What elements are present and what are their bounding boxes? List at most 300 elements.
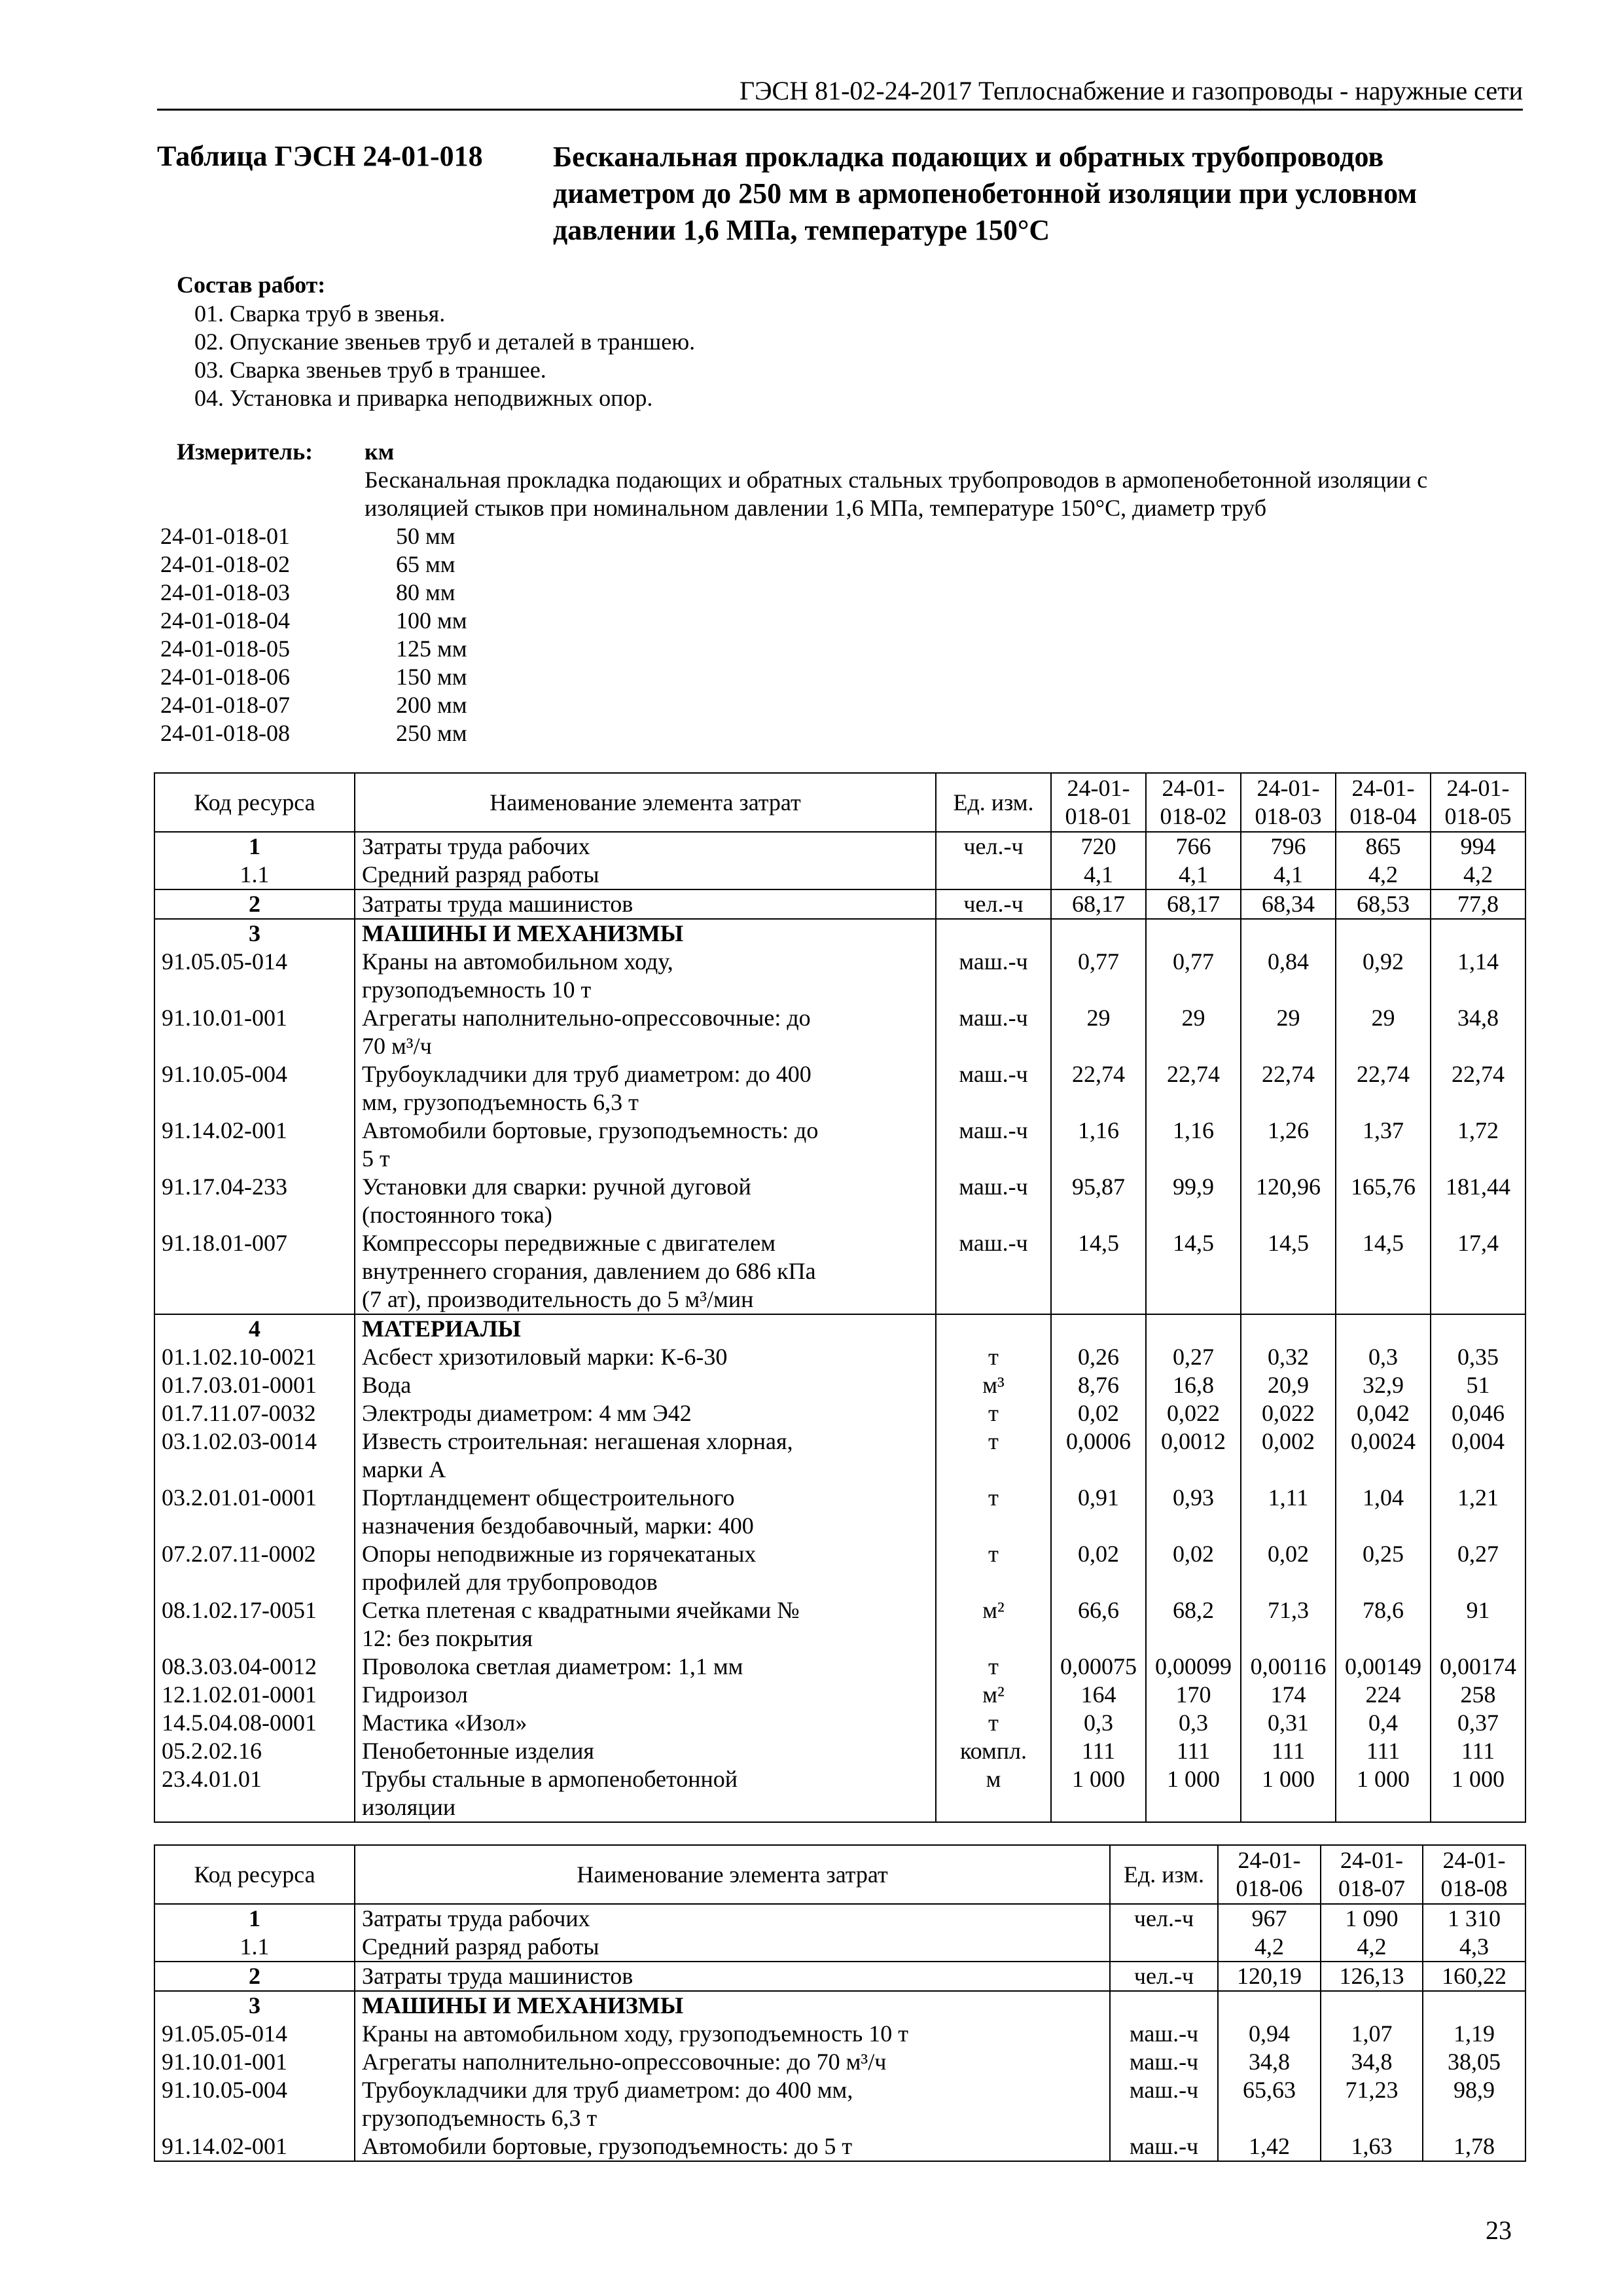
value-cell: 0,25 [1336,1540,1431,1596]
variant-code: 24-01-018-05 [160,636,290,662]
value-cell: 1,16 [1146,1117,1241,1173]
value-cell: 0,26 [1051,1343,1146,1371]
value-cell: 1 000 [1336,1765,1431,1822]
cost-element-name-cell [355,1653,936,1681]
table-row [154,1484,1525,1540]
cost-element-name-cell [355,1933,1110,1962]
table-row [154,1371,1525,1399]
cost-element-name-cell [355,1343,936,1371]
table-row [154,889,1525,919]
value-cell: 1,04 [1336,1484,1431,1540]
name-line: Агрегаты наполнительно-опрессовочные: до [362,1005,811,1031]
variant-diameter: 150 мм [396,664,467,690]
value-cell: 1,19 [1423,2020,1525,2048]
resource-code-cell: 14.5.04.08-0001 [154,1709,355,1737]
variant-code: 24-01-018-08 [160,720,290,746]
name-line: Портландцемент общестроительного [362,1484,735,1511]
value-cell: 95,87 [1051,1173,1146,1229]
name-line: Электроды диаметром: 4 мм Э42 [362,1400,692,1426]
variant-item [160,691,467,719]
variant-diameter: 80 мм [396,579,455,605]
value-cell [1051,1314,1146,1343]
header-unit: Ед. изм. [1110,1845,1218,1904]
name-line: Мастика «Изол» [362,1710,527,1736]
resource-code-cell: 1.1 [154,861,355,889]
running-head: ГЭСН 81-02-24-2017 Теплоснабжение и газопроводы - наружные сети [740,76,1523,105]
unit-cell: компл. [936,1737,1051,1765]
value-cell: 126,13 [1321,1962,1423,1991]
resource-code-cell: 08.3.03.04-0012 [154,1653,355,1681]
table-row [154,1737,1525,1765]
work-item: 01. Сварка труб в звенья. [194,300,446,327]
table-row [154,1933,1525,1962]
table-row [154,1427,1525,1484]
cost-element-name-cell [355,1399,936,1427]
name-line: Опоры неподвижные из горячекатаных [362,1541,757,1567]
unit-cell: чел.-ч [1110,1962,1218,1991]
header-variant-code: 24-01- 018-02 [1146,773,1241,832]
variant-item [160,719,467,747]
variant-code: 24-01-018-03 [160,579,290,605]
unit-cell: маш.-ч [936,1229,1051,1314]
value-cell: 4,1 [1146,861,1241,889]
unit-cell [1110,1933,1218,1962]
value-cell: 1,14 [1431,948,1525,1004]
value-cell: 51 [1431,1371,1525,1399]
resource-code-cell: 08.1.02.17-0051 [154,1596,355,1653]
name-line: Трубы стальные в армопенобетонной [362,1766,738,1792]
header-resource-code: Код ресурса [154,773,355,832]
value-cell: 22,74 [1336,1060,1431,1117]
name-line: Затраты труда машинистов [362,891,633,917]
value-cell: 4,2 [1218,1933,1321,1962]
work-item: 04. Установка и приварка неподвижных опор. [194,385,653,411]
table-title-line: давлении 1,6 МПа, температуре 150°С [553,214,1050,246]
resource-code-cell: 91.05.05-014 [154,2020,355,2048]
cost-element-name-cell [355,1962,1110,1991]
value-cell: 170 [1146,1681,1241,1709]
value-cell [1321,1991,1423,2020]
name-line: Сетка плетеная с квадратными ячейками № [362,1597,800,1623]
value-cell: 29 [1241,1004,1336,1060]
value-cell: 160,22 [1423,1962,1525,1991]
table-row [154,1004,1525,1060]
table-row [154,1399,1525,1427]
value-cell: 14,5 [1146,1229,1241,1314]
value-cell: 1,21 [1431,1484,1525,1540]
unit-cell: т [936,1343,1051,1371]
value-cell: 65,63 [1218,2076,1321,2132]
value-cell: 0,004 [1431,1427,1525,1484]
value-cell: 4,1 [1241,861,1336,889]
header-rule [157,109,1523,111]
value-cell: 4,2 [1321,1933,1423,1962]
unit-cell: м² [936,1596,1051,1653]
header-variant-code: 24-01- 018-06 [1218,1845,1321,1904]
value-cell: 1 000 [1241,1765,1336,1822]
table-row [154,1681,1525,1709]
value-cell: 1,78 [1423,2132,1525,2161]
value-cell: 71,3 [1241,1596,1336,1653]
value-cell: 68,53 [1336,889,1431,919]
name-line: Вода [362,1372,412,1398]
table-title [553,139,1515,249]
value-cell: 1,07 [1321,2020,1423,2048]
resource-code-cell: 2 [154,889,355,919]
unit-cell: т [936,1399,1051,1427]
variant-code: 24-01-018-07 [160,692,290,718]
name-line: Автомобили бортовые, грузоподъемность: до 5 т [362,2133,853,2159]
unit-cell: маш.-ч [936,948,1051,1004]
name-line: грузоподъемность 10 т [362,977,592,1003]
name-line: внутреннего сгорания, давлением до 686 кПа [362,1258,816,1284]
name-line: назначения бездобавочный, марки: 400 [362,1513,754,1539]
value-cell: 0,02 [1051,1399,1146,1427]
value-cell: 1,11 [1241,1484,1336,1540]
resource-code-cell: 1.1 [154,1933,355,1962]
unit-cell: маш.-ч [1110,2076,1218,2132]
resource-code-cell: 3 [154,919,355,948]
value-cell: 0,31 [1241,1709,1336,1737]
cost-element-name-cell [355,948,936,1004]
value-cell: 68,17 [1146,889,1241,919]
name-line: Известь строительная: негашеная хлорная, [362,1428,793,1454]
value-cell: 766 [1146,832,1241,861]
value-cell: 0,00099 [1146,1653,1241,1681]
resource-code-cell: 91.14.02-001 [154,2132,355,2161]
table-row [154,2132,1525,2161]
variant-diameter: 250 мм [396,720,467,746]
value-cell: 1,37 [1336,1117,1431,1173]
value-cell [1241,919,1336,948]
resource-code-cell: 91.05.05-014 [154,948,355,1004]
variant-diameter: 100 мм [396,607,467,634]
cost-element-name-cell [355,2048,1110,2076]
resource-code-cell: 03.2.01.01-0001 [154,1484,355,1540]
section-row [154,1314,1525,1343]
name-line: МАШИНЫ И МЕХАНИЗМЫ [362,920,684,946]
variant-code: 24-01-018-06 [160,664,290,690]
resource-table-2 [154,1844,1526,2162]
name-line: Пенобетонные изделия [362,1738,594,1764]
value-cell: 0,02 [1051,1540,1146,1596]
value-cell [1051,919,1146,948]
meter-unit: км [365,439,395,465]
value-cell: 0,022 [1241,1399,1336,1427]
value-cell: 0,91 [1051,1484,1146,1540]
name-line: 12: без покрытия [362,1625,533,1651]
name-line: МАТЕРИАЛЫ [362,1316,521,1342]
value-cell: 34,8 [1218,2048,1321,2076]
table-row [154,1117,1525,1173]
resource-code-cell: 2 [154,1962,355,1991]
value-cell: 258 [1431,1681,1525,1709]
unit-cell: м [936,1765,1051,1822]
value-cell: 29 [1146,1004,1241,1060]
header-unit: Ед. изм. [936,773,1051,832]
value-cell: 1,42 [1218,2132,1321,2161]
name-line: Компрессоры передвижные с двигателем [362,1230,776,1256]
unit-cell: маш.-ч [936,1117,1051,1173]
header-resource-code: Код ресурса [154,1845,355,1904]
work-composition-list [194,300,695,412]
unit-cell [936,919,1051,948]
name-line: 5 т [362,1145,390,1172]
unit-cell [1110,1991,1218,2020]
value-cell: 98,9 [1423,2076,1525,2132]
name-line: Средний разряд работы [362,861,599,888]
name-line: изоляции [362,1794,456,1820]
value-cell: 22,74 [1431,1060,1525,1117]
value-cell: 4,1 [1051,861,1146,889]
section-row [154,919,1525,948]
table-row [154,948,1525,1004]
value-cell: 0,002 [1241,1427,1336,1484]
cost-element-name-cell [355,832,936,861]
value-cell: 120,19 [1218,1962,1321,1991]
name-line: Установки для сварки: ручной дуговой [362,1174,751,1200]
resource-code-cell: 91.18.01-007 [154,1229,355,1314]
value-cell: 111 [1241,1737,1336,1765]
table-row [154,1709,1525,1737]
value-cell: 32,9 [1336,1371,1431,1399]
value-cell: 0,32 [1241,1343,1336,1371]
variant-item [160,607,467,635]
unit-cell: маш.-ч [1110,2048,1218,2076]
table-row [154,832,1525,861]
value-cell: 111 [1146,1737,1241,1765]
value-cell: 0,0024 [1336,1427,1431,1484]
name-line: мм, грузоподъемность 6,3 т [362,1089,639,1115]
table-row [154,1540,1525,1596]
value-cell: 0,02 [1146,1540,1241,1596]
cost-element-name-cell [355,861,936,889]
name-line: профилей для трубопроводов [362,1569,658,1595]
value-cell: 66,6 [1051,1596,1146,1653]
value-cell: 22,74 [1146,1060,1241,1117]
value-cell: 0,042 [1336,1399,1431,1427]
value-cell: 34,8 [1431,1004,1525,1060]
value-cell: 0,37 [1431,1709,1525,1737]
name-line: МАШИНЫ И МЕХАНИЗМЫ [362,1992,684,2018]
value-cell: 34,8 [1321,2048,1423,2076]
resource-code-cell: 91.10.05-004 [154,2076,355,2132]
variant-code: 24-01-018-04 [160,607,290,634]
unit-cell: т [936,1540,1051,1596]
meter-description-line: изоляцией стыков при номинальном давлении 1,6 МПа, температуре 150°С, диаметр труб [365,495,1267,521]
cost-element-name-cell [355,1117,936,1173]
value-cell: 38,05 [1423,2048,1525,2076]
value-cell: 796 [1241,832,1336,861]
table-title-line: Бесканальная прокладка подающих и обратных трубопроводов [553,141,1384,173]
value-cell: 865 [1336,832,1431,861]
name-line: (постоянного тока) [362,1202,552,1228]
value-cell: 165,76 [1336,1173,1431,1229]
meter-description-line: Бесканальная прокладка подающих и обратных стальных трубопроводов в армопенобетонной изоляции с [365,467,1428,493]
resource-table-1 [154,772,1526,1823]
table-row [154,2020,1525,2048]
variant-item [160,550,467,579]
variant-diameter: 200 мм [396,692,467,718]
value-cell: 0,046 [1431,1399,1525,1427]
unit-cell: т [936,1709,1051,1737]
value-cell: 0,27 [1146,1343,1241,1371]
table-row [154,1962,1525,1991]
name-line: Гидроизол [362,1681,468,1708]
value-cell: 78,6 [1336,1596,1431,1653]
table-row [154,1229,1525,1314]
value-cell: 14,5 [1051,1229,1146,1314]
value-cell: 1,26 [1241,1117,1336,1173]
value-cell: 994 [1431,832,1525,861]
value-cell: 17,4 [1431,1229,1525,1314]
resource-code-cell: 12.1.02.01-0001 [154,1681,355,1709]
variant-item [160,635,467,663]
header-variant-code: 24-01- 018-01 [1051,773,1146,832]
value-cell: 1 310 [1423,1904,1525,1933]
cost-element-name-cell [355,919,936,948]
cost-element-name-cell [355,1765,936,1822]
value-cell: 29 [1051,1004,1146,1060]
value-cell: 22,74 [1241,1060,1336,1117]
table-row [154,1060,1525,1117]
name-line: Трубоукладчики для труб диаметром: до 400 мм, [362,2077,853,2103]
value-cell: 111 [1051,1737,1146,1765]
name-line: (7 ат), производительность до 5 м³/мин [362,1286,754,1312]
cost-element-name-cell [355,1314,936,1343]
resource-code-cell: 23.4.01.01 [154,1765,355,1822]
variant-diameter: 125 мм [396,636,467,662]
resource-code-cell: 3 [154,1991,355,2020]
value-cell: 111 [1431,1737,1525,1765]
value-cell: 1,72 [1431,1117,1525,1173]
value-cell: 0,77 [1146,948,1241,1004]
resource-code-cell: 91.14.02-001 [154,1117,355,1173]
name-line: Краны на автомобильном ходу, грузоподъемность 10 т [362,2020,908,2047]
unit-cell: чел.-ч [1110,1904,1218,1933]
value-cell: 0,4 [1336,1709,1431,1737]
name-line: Трубоукладчики для труб диаметром: до 400 [362,1061,812,1087]
cost-element-name-cell [355,1681,936,1709]
name-line: Краны на автомобильном ходу, [362,948,673,975]
value-cell: 0,00116 [1241,1653,1336,1681]
unit-cell [936,861,1051,889]
value-cell: 1 000 [1431,1765,1525,1822]
value-cell: 0,0006 [1051,1427,1146,1484]
cost-element-name-cell [355,889,936,919]
value-cell: 77,8 [1431,889,1525,919]
cost-element-name-cell [355,1060,936,1117]
value-cell: 29 [1336,1004,1431,1060]
cost-element-name-cell [355,1904,1110,1933]
header-variant-code: 24-01- 018-08 [1423,1845,1525,1904]
resource-code-cell: 91.10.01-001 [154,2048,355,2076]
cost-element-name-cell [355,1484,936,1540]
value-cell: 1 000 [1146,1765,1241,1822]
value-cell: 0,92 [1336,948,1431,1004]
name-line: грузоподъемность 6,3 т [362,2105,597,2131]
name-line: Автомобили бортовые, грузоподъемность: до [362,1117,819,1143]
work-item: 03. Сварка звеньев труб в траншее. [194,357,546,383]
value-cell: 0,00149 [1336,1653,1431,1681]
cost-element-name-cell [355,1596,936,1653]
value-cell: 1,16 [1051,1117,1146,1173]
value-cell: 14,5 [1241,1229,1336,1314]
cost-element-name-cell [355,1427,936,1484]
value-cell: 0,94 [1218,2020,1321,2048]
value-cell: 20,9 [1241,1371,1336,1399]
name-line: Агрегаты наполнительно-опрессовочные: до 70 м³/ч [362,2049,887,2075]
value-cell: 91 [1431,1596,1525,1653]
meter-label: Измеритель: [177,439,313,465]
value-cell: 1,63 [1321,2132,1423,2161]
cost-element-name-cell [355,2076,1110,2132]
cost-element-name-cell [355,1173,936,1229]
header-cost-element-name: Наименование элемента затрат [355,773,936,832]
name-line: Затраты труда рабочих [362,1905,590,1931]
cost-element-name-cell [355,1229,936,1314]
value-cell: 164 [1051,1681,1146,1709]
variant-diameter: 50 мм [396,523,455,549]
value-cell: 181,44 [1431,1173,1525,1229]
value-cell: 174 [1241,1681,1336,1709]
cost-element-name-cell [355,1004,936,1060]
value-cell: 720 [1051,832,1146,861]
value-cell [1218,1991,1321,2020]
resource-code-cell: 91.17.04-233 [154,1173,355,1229]
table-row [154,861,1525,889]
resource-code-cell: 91.10.01-001 [154,1004,355,1060]
cost-element-name-cell [355,1540,936,1596]
section-row [154,1991,1525,2020]
variant-item [160,522,467,550]
header-variant-code: 24-01- 018-05 [1431,773,1525,832]
cost-element-name-cell [355,1371,936,1399]
value-cell: 0,02 [1241,1540,1336,1596]
value-cell: 14,5 [1336,1229,1431,1314]
unit-cell: маш.-ч [936,1060,1051,1117]
value-cell: 22,74 [1051,1060,1146,1117]
value-cell [1431,1314,1525,1343]
name-line: 70 м³/ч [362,1033,432,1059]
meter-description [365,466,1516,522]
cost-element-name-cell [355,1991,1110,2020]
value-cell: 0,35 [1431,1343,1525,1371]
unit-cell: т [936,1484,1051,1540]
resource-code-cell: 91.10.05-004 [154,1060,355,1117]
table-row [154,1343,1525,1371]
value-cell [1423,1991,1525,2020]
value-cell: 4,2 [1336,861,1431,889]
resource-code-cell: 1 [154,832,355,861]
cost-element-name-cell [355,1709,936,1737]
resource-code-cell: 01.7.03.01-0001 [154,1371,355,1399]
table-row [154,2048,1525,2076]
variant-item [160,663,467,691]
value-cell: 0,0012 [1146,1427,1241,1484]
name-line: Проволока светлая диаметром: 1,1 мм [362,1653,743,1679]
header-variant-code: 24-01- 018-03 [1241,773,1336,832]
work-composition-heading: Состав работ: [177,272,326,298]
variant-item [160,579,467,607]
variant-code: 24-01-018-01 [160,523,290,549]
table-row [154,1596,1525,1653]
table-id: Таблица ГЭСН 24-01-018 [157,140,483,172]
table-title-line: диаметром до 250 мм в армопенобетонной изоляции при условном [553,177,1418,209]
header-variant-code: 24-01- 018-07 [1321,1845,1423,1904]
value-cell [1431,919,1525,948]
name-line: Средний разряд работы [362,1933,599,1960]
